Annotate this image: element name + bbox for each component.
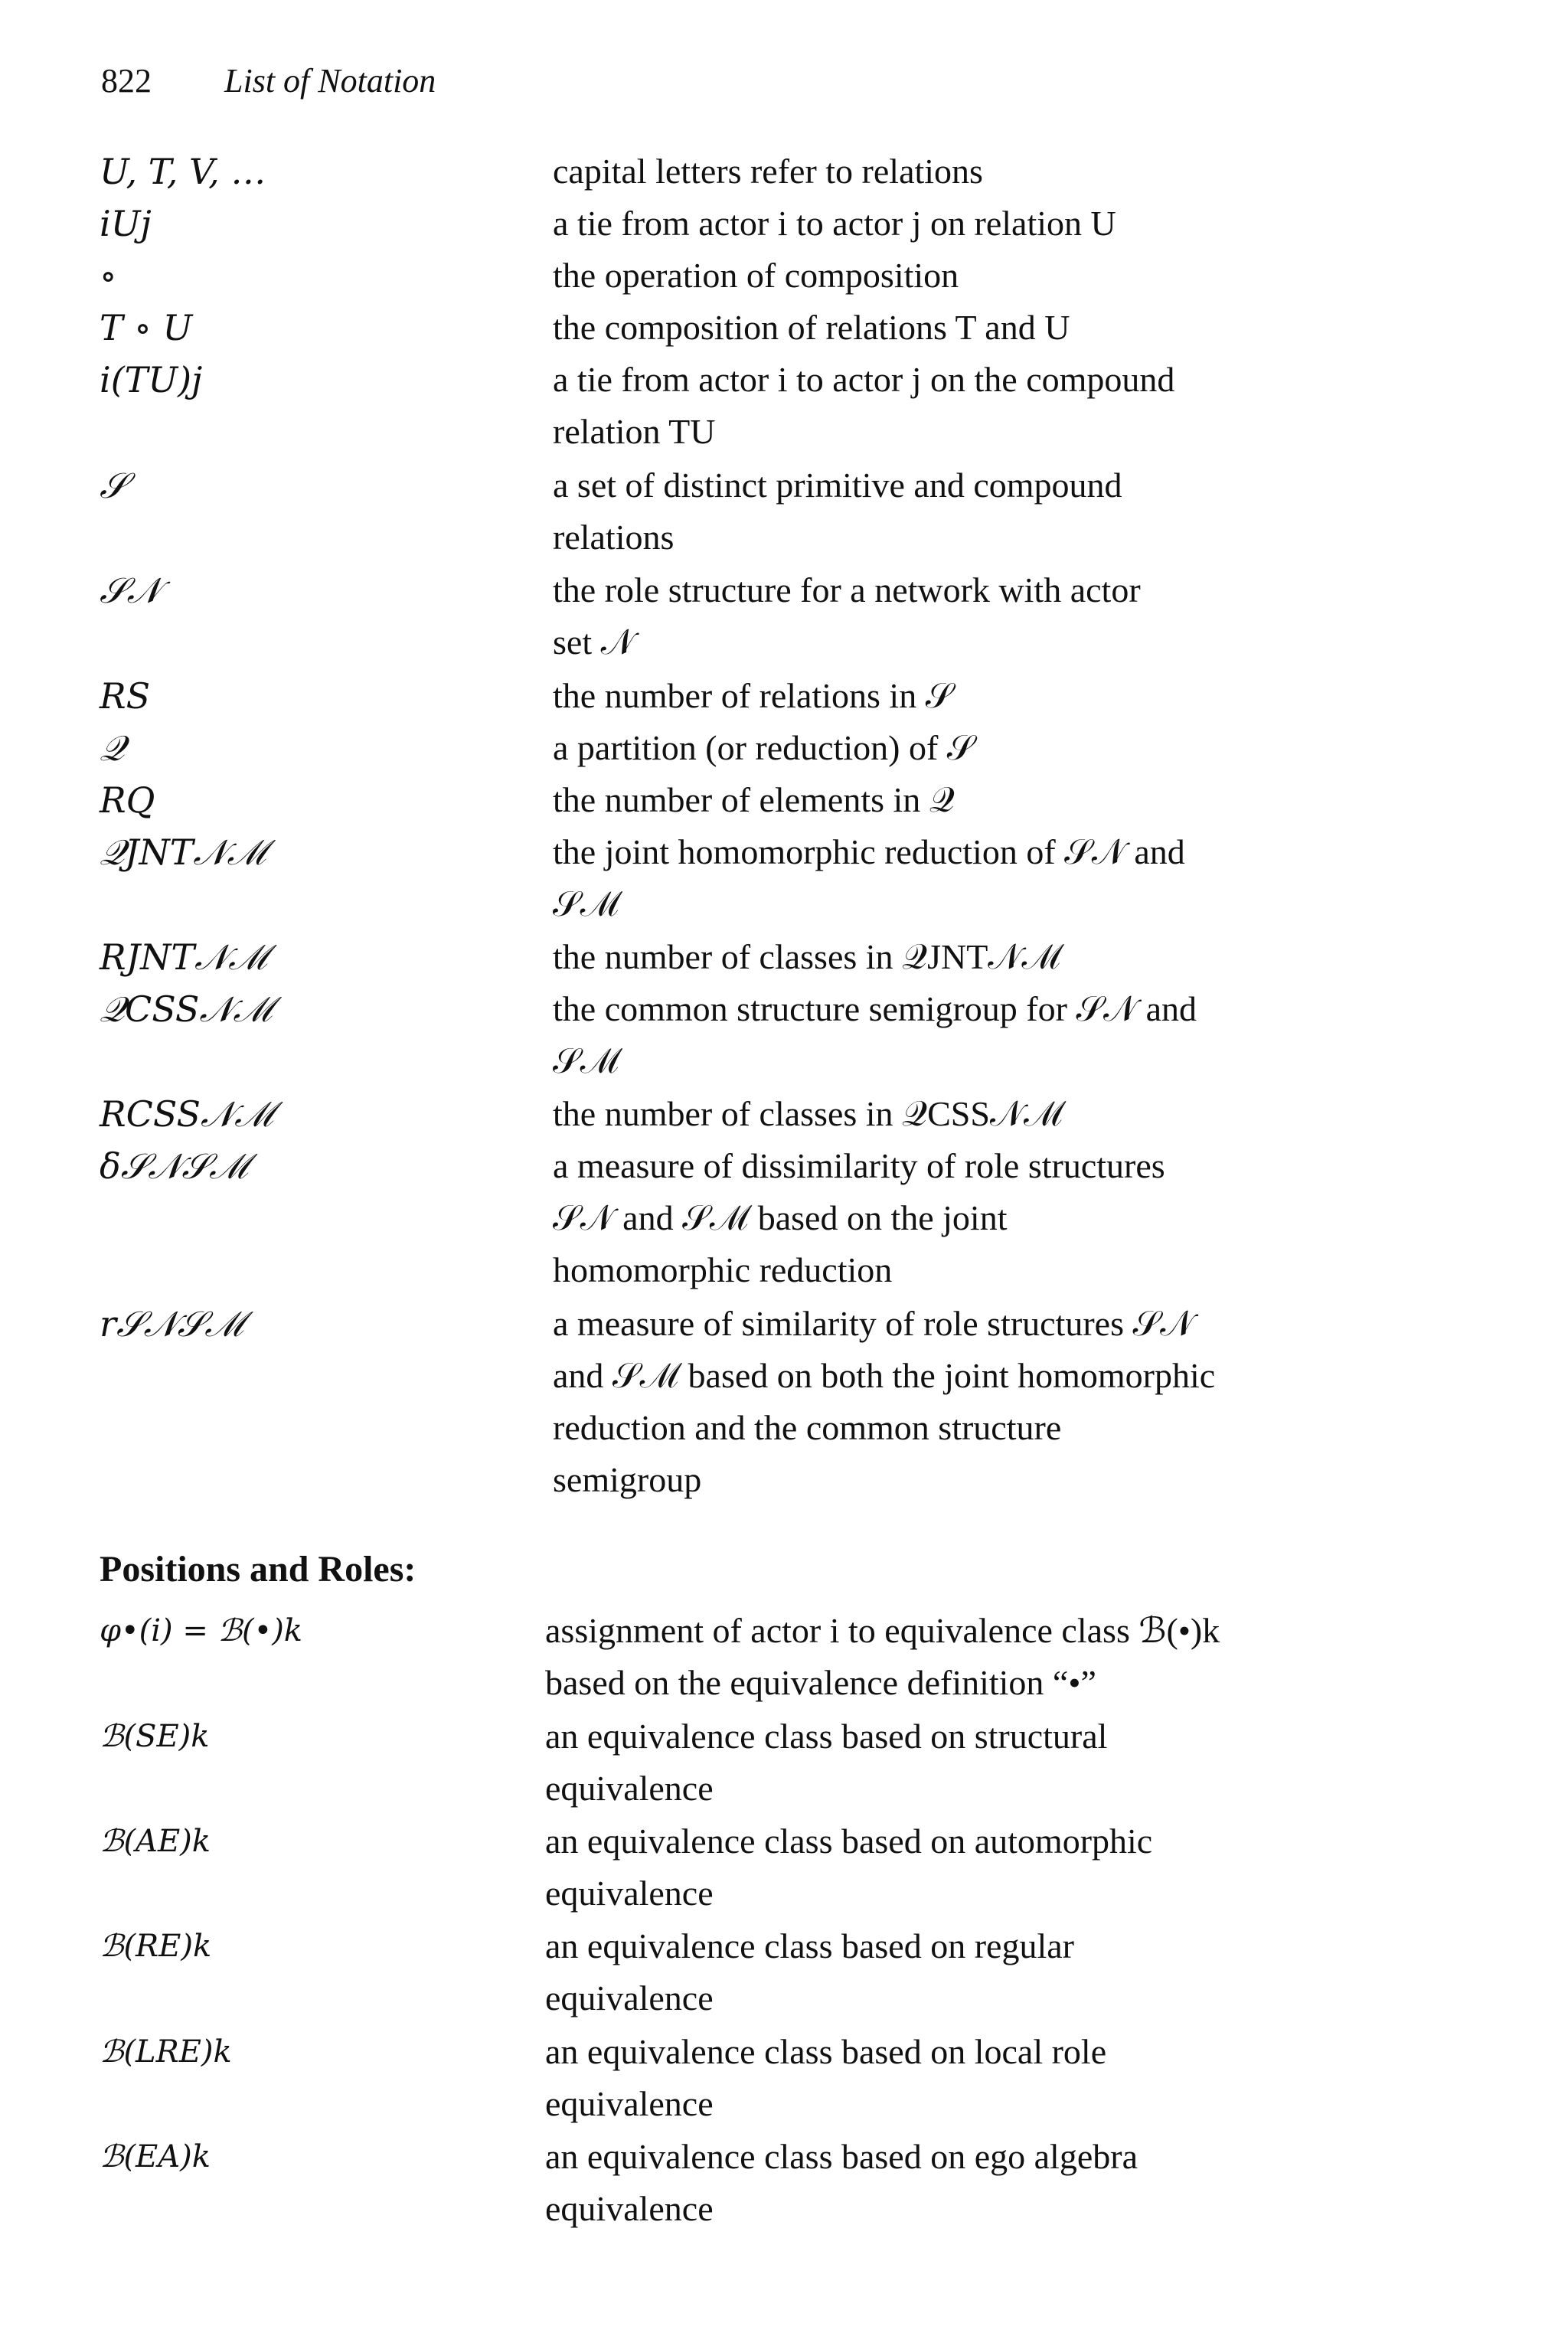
notation-symbol: RS xyxy=(100,675,151,717)
notation-description-line: the operation of composition xyxy=(553,256,959,295)
notation-description-line: a tie from actor i to actor j on the compound xyxy=(553,360,1175,399)
notation-description-line: the composition of relations T and U xyxy=(553,308,1070,347)
role-notation-description xyxy=(545,2026,1494,2130)
notation-description xyxy=(553,983,1502,1087)
role-notation-description xyxy=(545,1605,1494,1709)
notation-description-line: a measure of similarity of role structures 𝒮𝒩 xyxy=(553,1304,1194,1343)
notation-description-line: the number of classes in 𝒬JNT𝒩ℳ xyxy=(553,937,1061,976)
notation-description xyxy=(553,1298,1502,1506)
notation-description xyxy=(553,670,1502,722)
role-notation-symbol: ℬ(RE)k xyxy=(100,1929,212,1964)
notation-description-line: homomorphic reduction xyxy=(553,1250,893,1289)
notation-symbol: 𝒮 xyxy=(100,465,127,506)
section-heading: Positions and Roles: xyxy=(100,1549,416,1589)
notation-symbol: 𝒬 xyxy=(100,727,126,769)
role-notation-description-line: equivalence xyxy=(545,1769,714,1808)
notation-description xyxy=(553,722,1502,774)
role-notation-description-line: an equivalence class based on regular xyxy=(545,1926,1074,1965)
role-notation-description-line: assignment of actor i to equivalence class ℬ(•)k xyxy=(545,1611,1220,1650)
notation-description xyxy=(553,302,1502,354)
notation-symbol: T ∘ U xyxy=(100,307,193,348)
notation-symbol: RJNT𝒩ℳ xyxy=(100,936,268,978)
notation-symbol: r𝒮𝒩𝒮ℳ xyxy=(100,1303,244,1344)
notation-symbol: 𝒮𝒩 xyxy=(100,570,161,611)
notation-description-line: capital letters refer to relations xyxy=(553,152,983,191)
page-header xyxy=(101,64,436,98)
notation-description-line: 𝒮𝒩 and 𝒮ℳ based on the joint xyxy=(553,1198,1008,1237)
notation-symbol: iUj xyxy=(100,203,152,244)
role-notation-description xyxy=(545,1710,1494,1815)
notation-description xyxy=(553,250,1502,302)
notation-symbol: RCSS𝒩ℳ xyxy=(100,1093,274,1135)
notation-description-line: the role structure for a network with actor xyxy=(553,570,1141,609)
notation-description xyxy=(553,145,1502,198)
notation-symbol: ∘ xyxy=(100,255,117,296)
notation-description-line: the number of elements in 𝒬 xyxy=(553,780,955,819)
role-notation-description-line: equivalence xyxy=(545,1874,714,1913)
role-notation-description-line: an equivalence class based on ego algebra xyxy=(545,2137,1138,2176)
notation-description-line: a measure of dissimilarity of role structures xyxy=(553,1146,1165,1185)
notation-description-line: 𝒮ℳ xyxy=(553,1041,620,1080)
notation-description-line: relations xyxy=(553,518,675,557)
page-number: 822 xyxy=(101,62,152,100)
notation-description-line: the joint homomorphic reduction of 𝒮𝒩 and xyxy=(553,832,1185,871)
notation-symbol: U, T, V, … xyxy=(100,151,266,192)
notation-symbol: 𝒬JNT𝒩ℳ xyxy=(100,831,266,873)
role-notation-description xyxy=(545,1815,1494,1919)
role-notation-description-line: an equivalence class based on automorphic xyxy=(545,1821,1153,1861)
notation-description-line: a tie from actor i to actor j on relation U xyxy=(553,204,1116,243)
role-notation-description-line: an equivalence class based on local role xyxy=(545,2032,1107,2071)
role-notation-description xyxy=(545,1920,1494,2024)
role-notation-symbol: ℬ(LRE)k xyxy=(100,2034,232,2070)
notation-symbol: RQ xyxy=(100,779,155,821)
role-notation-symbol: φ•(i) = ℬ(•)k xyxy=(100,1613,303,1648)
notation-description-line: reduction and the common structure xyxy=(553,1408,1062,1447)
notation-description xyxy=(553,1088,1502,1140)
role-notation-description-line: equivalence xyxy=(545,1978,714,2017)
notation-symbol: δ𝒮𝒩𝒮ℳ xyxy=(100,1145,249,1187)
role-notation-symbol: ℬ(EA)k xyxy=(100,2139,211,2174)
notation-description-line: set 𝒩 xyxy=(553,622,635,662)
role-notation-description-line: an equivalence class based on structural xyxy=(545,1717,1108,1756)
notation-description xyxy=(553,198,1502,250)
role-notation-symbol: ℬ(AE)k xyxy=(100,1824,211,1859)
notation-description-line: a set of distinct primitive and compound xyxy=(553,466,1122,505)
notation-description xyxy=(553,459,1502,564)
notation-description-line: semigroup xyxy=(553,1460,702,1499)
notation-symbol: i(TU)j xyxy=(100,359,203,400)
notation-description xyxy=(553,564,1502,668)
notation-description-line: relation TU xyxy=(553,412,716,451)
notation-description-line: 𝒮ℳ xyxy=(553,884,620,923)
notation-description-line: the common structure semigroup for 𝒮𝒩 and xyxy=(553,989,1197,1028)
notation-description-line: and 𝒮ℳ based on both the joint homomorphic xyxy=(553,1356,1216,1395)
role-notation-description xyxy=(545,2131,1494,2235)
notation-description xyxy=(553,826,1502,930)
notation-description-line: the number of classes in 𝒬CSS𝒩ℳ xyxy=(553,1094,1063,1133)
notation-description xyxy=(553,354,1502,458)
running-title: List of Notation xyxy=(224,62,436,100)
notation-description xyxy=(553,774,1502,826)
notation-description xyxy=(553,1140,1502,1296)
notation-description-line: the number of relations in 𝒮 xyxy=(553,676,953,715)
role-notation-description-line: based on the equivalence definition “•” xyxy=(545,1663,1096,1702)
notation-symbol: 𝒬CSS𝒩ℳ xyxy=(100,988,273,1030)
role-notation-description-line: equivalence xyxy=(545,2189,714,2228)
notation-description-line: a partition (or reduction) of 𝒮 xyxy=(553,728,975,767)
notation-description xyxy=(553,931,1502,983)
role-notation-description-line: equivalence xyxy=(545,2084,714,2123)
role-notation-symbol: ℬ(SE)k xyxy=(100,1719,210,1754)
